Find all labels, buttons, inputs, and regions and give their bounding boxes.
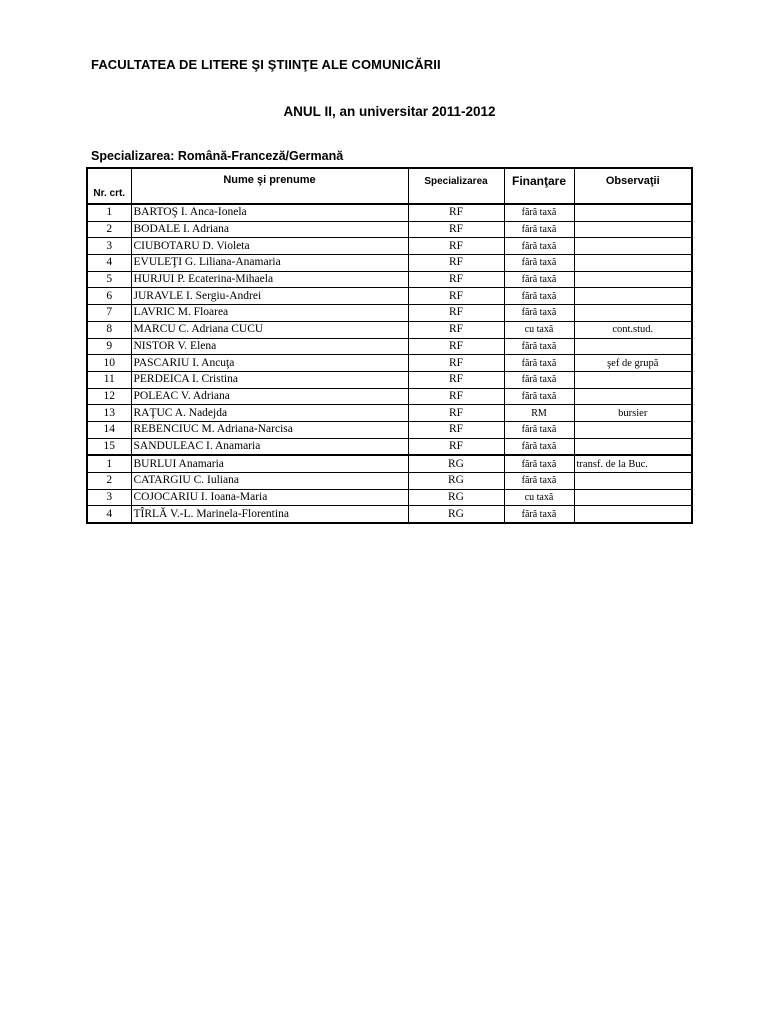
row-notes [574, 489, 692, 506]
row-name: NISTOR V. Elena [131, 338, 408, 355]
row-name: BARTOŞ I. Anca-Ionela [131, 204, 408, 221]
row-specialization: RF [408, 321, 504, 338]
row-specialization: RF [408, 421, 504, 438]
row-nr: 1 [87, 204, 131, 221]
row-nr: 8 [87, 321, 131, 338]
academic-year-title: ANUL II, an universitar 2011-2012 [283, 104, 496, 119]
table-header-row [87, 168, 692, 204]
table-row [87, 506, 692, 523]
table-row [87, 371, 692, 388]
header-notes: Observaţii [574, 168, 692, 204]
row-nr: 15 [87, 438, 131, 455]
row-specialization: RF [408, 221, 504, 238]
row-name: HURJUI P. Ecaterina-Mihaela [131, 271, 408, 288]
table-row [87, 305, 692, 322]
table-row [87, 455, 692, 472]
row-financing: fără taxă [504, 388, 574, 405]
row-notes: bursier [574, 405, 692, 422]
row-nr: 12 [87, 388, 131, 405]
row-notes [574, 288, 692, 305]
row-financing: RM [504, 405, 574, 422]
table-row [87, 438, 692, 455]
table-row [87, 271, 692, 288]
row-financing: cu taxă [504, 321, 574, 338]
row-specialization: RF [408, 288, 504, 305]
row-name: RAŢUC A. Nadejda [131, 405, 408, 422]
row-nr: 10 [87, 355, 131, 372]
table-row [87, 473, 692, 490]
table-row [87, 489, 692, 506]
row-specialization: RF [408, 371, 504, 388]
table-row [87, 405, 692, 422]
row-nr: 3 [87, 489, 131, 506]
row-name: CIUBOTARU D. Violeta [131, 238, 408, 255]
row-notes [574, 255, 692, 272]
header-financing: Finanţare [504, 168, 574, 204]
row-notes [574, 238, 692, 255]
row-specialization: RF [408, 405, 504, 422]
row-notes [574, 473, 692, 490]
row-notes [574, 271, 692, 288]
row-name: MARCU C. Adriana CUCU [131, 321, 408, 338]
row-financing: fără taxă [504, 455, 574, 472]
row-specialization: RG [408, 506, 504, 523]
row-specialization: RF [408, 355, 504, 372]
faculty-title: FACULTATEA DE LITERE ŞI ŞTIINŢE ALE COMUNICĂRII [91, 57, 441, 72]
table-row [87, 204, 692, 221]
row-financing: fără taxă [504, 288, 574, 305]
row-nr: 4 [87, 506, 131, 523]
row-notes [574, 388, 692, 405]
row-name: EVULEŢI G. Liliana-Anamaria [131, 255, 408, 272]
row-financing: fără taxă [504, 221, 574, 238]
table-row [87, 238, 692, 255]
table-row [87, 255, 692, 272]
row-financing: fără taxă [504, 438, 574, 455]
row-name: JURAVLE I. Sergiu-Andrei [131, 288, 408, 305]
row-financing: fără taxă [504, 355, 574, 372]
row-nr: 14 [87, 421, 131, 438]
row-nr: 5 [87, 271, 131, 288]
row-specialization: RF [408, 271, 504, 288]
row-financing: fără taxă [504, 371, 574, 388]
row-financing: fără taxă [504, 338, 574, 355]
table-row [87, 221, 692, 238]
row-name: BURLUI Anamaria [131, 455, 408, 472]
row-notes [574, 338, 692, 355]
row-specialization: RF [408, 204, 504, 221]
students-table [86, 167, 693, 524]
row-nr: 9 [87, 338, 131, 355]
row-notes [574, 204, 692, 221]
row-nr: 13 [87, 405, 131, 422]
header-nr: Nr. crt. [87, 168, 131, 204]
row-nr: 7 [87, 305, 131, 322]
row-notes [574, 371, 692, 388]
row-financing: fără taxă [504, 255, 574, 272]
row-specialization: RG [408, 473, 504, 490]
header-name: Nume şi prenume [131, 168, 408, 204]
specialization-heading: Specializarea: Română-Franceză/Germană [91, 149, 344, 163]
row-notes [574, 438, 692, 455]
row-financing: fără taxă [504, 238, 574, 255]
row-name: POLEAC V. Adriana [131, 388, 408, 405]
table-row [87, 421, 692, 438]
table-row [87, 321, 692, 338]
row-name: PERDEICA I. Cristina [131, 371, 408, 388]
row-name: SANDULEAC I. Anamaria [131, 438, 408, 455]
row-notes [574, 221, 692, 238]
header-specialization: Specializarea [408, 168, 504, 204]
row-financing: fără taxă [504, 473, 574, 490]
row-name: REBENCIUC M. Adriana-Narcisa [131, 421, 408, 438]
table-row [87, 338, 692, 355]
row-specialization: RF [408, 338, 504, 355]
row-notes [574, 421, 692, 438]
row-name: PASCARIU I. Ancuţa [131, 355, 408, 372]
row-specialization: RG [408, 489, 504, 506]
row-nr: 4 [87, 255, 131, 272]
row-notes [574, 506, 692, 523]
row-nr: 2 [87, 221, 131, 238]
row-nr: 2 [87, 473, 131, 490]
row-nr: 3 [87, 238, 131, 255]
row-specialization: RF [408, 388, 504, 405]
row-financing: fără taxă [504, 506, 574, 523]
row-nr: 1 [87, 455, 131, 472]
row-financing: fără taxă [504, 271, 574, 288]
row-specialization: RF [408, 238, 504, 255]
row-notes: transf. de la Buc. [574, 455, 692, 472]
row-financing: fără taxă [504, 305, 574, 322]
row-financing: fără taxă [504, 421, 574, 438]
row-specialization: RF [408, 255, 504, 272]
table-row [87, 288, 692, 305]
row-financing: cu taxă [504, 489, 574, 506]
row-financing: fără taxă [504, 204, 574, 221]
row-notes: cont.stud. [574, 321, 692, 338]
row-specialization: RG [408, 455, 504, 472]
table-row [87, 388, 692, 405]
row-nr: 6 [87, 288, 131, 305]
row-name: COJOCARIU I. Ioana-Maria [131, 489, 408, 506]
row-nr: 11 [87, 371, 131, 388]
row-name: BODALE I. Adriana [131, 221, 408, 238]
row-name: TÎRLĂ V.-L. Marinela-Florentina [131, 506, 408, 523]
row-name: LAVRIC M. Floarea [131, 305, 408, 322]
row-specialization: RF [408, 438, 504, 455]
table-row [87, 355, 692, 372]
row-notes [574, 305, 692, 322]
row-notes: şef de grupă [574, 355, 692, 372]
row-specialization: RF [408, 305, 504, 322]
row-name: CATARGIU C. Iuliana [131, 473, 408, 490]
